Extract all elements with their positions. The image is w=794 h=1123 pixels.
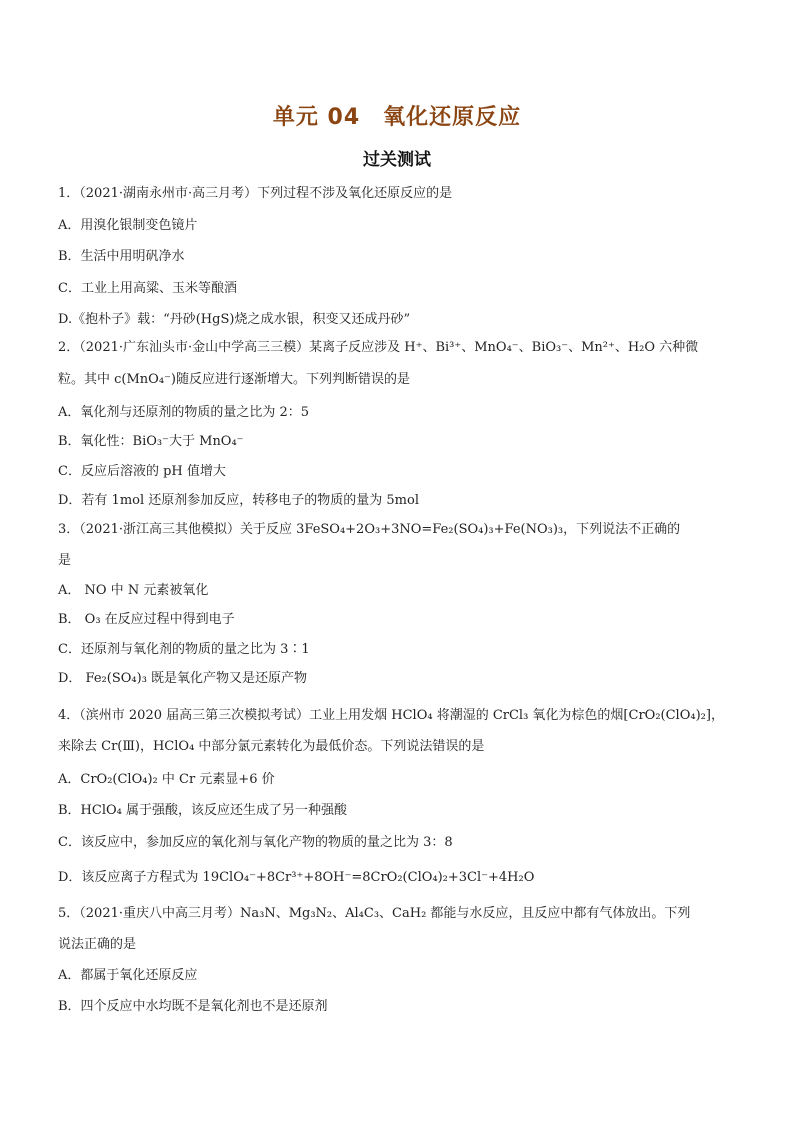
question-4-option-d: D．该反应离子方程式为 19ClO₄⁻+8Cr³⁺+8OH⁻=8CrO₂(ClO₄)₂+3Cl⁻+4H₂O bbox=[58, 870, 535, 885]
question-3-option-c: C．还原剂与氧化剂的物质的量之比为 3∶1 bbox=[58, 642, 310, 657]
question-2-option-b: B．氧化性：BiO₃⁻大于 MnO₄⁻ bbox=[58, 434, 244, 449]
question-2-stem-line-1: 2．（2021·广东汕头市·金山中学高三三模）某离子反应涉及 H⁺、Bi³⁺、MnO₄⁻、BiO₃⁻、Mn²⁺、H₂O 六种微 bbox=[58, 340, 699, 355]
question-2-option-d: D．若有 1mol 还原剂参加反应，转移电子的物质的量为 5mol bbox=[58, 493, 419, 508]
question-4-option-a: A．CrO₂(ClO₄)₂ 中 Cr 元素显+6 价 bbox=[58, 772, 275, 787]
question-5-option-a: A．都属于氧化还原反应 bbox=[58, 968, 198, 983]
question-2-option-c: C．反应后溶液的 pH 值增大 bbox=[58, 464, 226, 479]
question-3-option-b: B． O₃ 在反应过程中得到电子 bbox=[58, 612, 235, 627]
question-5-stem-line-1: 5．（2021·重庆八中高三月考）Na₃N、Mg₃N₂、Al₄C₃、CaH₂ 都能与水反应，且反应中都有气体放出。下列 bbox=[58, 906, 691, 921]
question-5-stem-line-2: 说法正确的是 bbox=[58, 937, 137, 952]
question-3-option-d: D． Fe₂(SO₄)₃ 既是氧化产物又是还原产物 bbox=[58, 671, 308, 686]
question-3-stem-line-2: 是 bbox=[58, 553, 72, 568]
question-1-option-c: C．工业上用高粱、玉米等酿酒 bbox=[58, 281, 237, 296]
question-5-option-b: B．四个反应中水均既不是氧化剂也不是还原剂 bbox=[58, 999, 328, 1014]
page-subtitle: 过关测试 bbox=[363, 150, 431, 170]
question-4-stem-line-1: 4．（滨州市 2020 届高三第三次模拟考试）工业上用发烟 HClO₄ 将潮湿的 CrCl₃ 氧化为棕色的烟[CrO₂(ClO₄)₂]， bbox=[58, 708, 724, 723]
question-2-option-a: A．氧化剂与还原剂的物质的量之比为 2：5 bbox=[58, 405, 310, 420]
question-2-stem-line-2: 粒。其中 c(MnO₄⁻)随反应进行逐渐增大。下列判断错误的是 bbox=[58, 372, 410, 387]
question-1-stem: 1．（2021·湖南永州市·高三月考）下列过程不涉及氧化还原反应的是 bbox=[58, 186, 453, 201]
question-1-option-a: A．用溴化银制变色镜片 bbox=[58, 218, 198, 233]
page-title: 单元 04 氧化还原反应 bbox=[272, 105, 522, 130]
question-1-option-d: D.《抱朴子》载：“丹砂(HgS)烧之成水银，积变又还成丹砂” bbox=[58, 312, 411, 327]
question-4-option-b: B．HClO₄ 属于强酸，该反应还生成了另一种强酸 bbox=[58, 803, 347, 818]
question-4-stem-line-2: 来除去 Cr(Ⅲ)，HClO₄ 中部分氯元素转化为最低价态。下列说法错误的是 bbox=[58, 739, 485, 754]
question-3-stem-line-1: 3．（2021·浙江高三其他模拟）关于反应 3FeSO₄+2O₃+3NO=Fe₂(SO₄)₃+Fe(NO₃)₃，下列说法不正确的 bbox=[58, 522, 681, 537]
question-3-option-a: A． NO 中 N 元素被氧化 bbox=[58, 583, 209, 598]
question-4-option-c: C．该反应中，参加反应的氧化剂与氧化产物的物质的量之比为 3：8 bbox=[58, 835, 453, 850]
question-1-option-b: B．生活中用明矾净水 bbox=[58, 249, 185, 264]
